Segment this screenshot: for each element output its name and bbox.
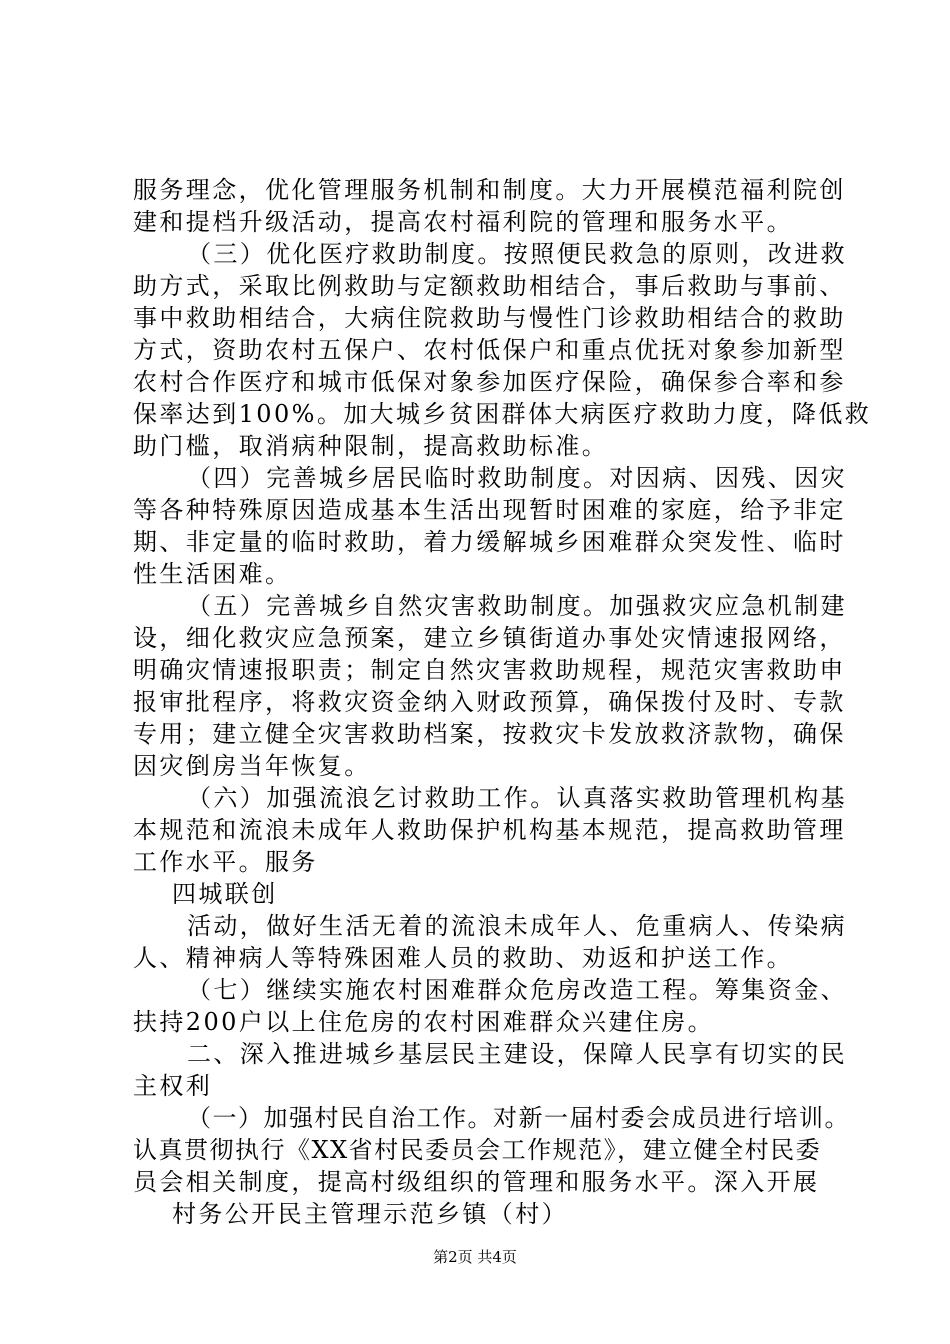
- paragraph-line: （三）优化医疗救助制度。按照便民救急的原则，改进救: [187, 240, 847, 268]
- paragraph-line: （四）完善城乡居民临时救助制度。对因病、因残、因灾: [187, 464, 847, 492]
- paragraph-line: 助门槛，取消病种限制，提高救助标准。: [133, 432, 609, 460]
- paragraph-line: 工作水平。服务: [133, 848, 318, 876]
- paragraph-line: 认真贯彻执行《XX省村民委员会工作规范》，建立健全村民委: [133, 1136, 822, 1164]
- paragraph-line: 人、精神病人等特殊困难人员的救助、劝返和护送工作。: [133, 944, 793, 972]
- paragraph-line: 等各种特殊原因造成基本生活出现暂时困难的家庭，给予非定: [133, 496, 846, 524]
- section-heading-line: 二、深入推进城乡基层民主建设，保障人民享有切实的民: [187, 1040, 847, 1068]
- page-number-footer: 第2页 共4页: [433, 1248, 517, 1266]
- paragraph-line: 村务公开民主管理示范乡镇（村）: [172, 1200, 568, 1228]
- paragraph-line: 建和提档升级活动，提高农村福利院的管理和服务水平。: [133, 208, 793, 236]
- paragraph-line: 助方式，采取比例救助与定额救助相结合，事后救助与事前、: [133, 272, 846, 300]
- paragraph-line: 四城联创: [172, 880, 278, 908]
- paragraph-line: 员会相关制度，提高村级组织的管理和服务水平。深入开展: [133, 1168, 820, 1196]
- paragraph-line: 方式，资助农村五保户、农村低保户和重点优抚对象参加新型: [133, 336, 846, 364]
- paragraph-line: 专用；建立健全灾害救助档案，按救灾卡发放救济款物，确保: [133, 720, 846, 748]
- section-heading-line: 主权利: [133, 1072, 213, 1100]
- paragraph-line: （一）加强村民自治工作。对新一届村委会成员进行培训。: [187, 1104, 850, 1132]
- paragraph-line: 期、非定量的临时救助，着力缓解城乡困难群众突发性、临时: [133, 528, 846, 556]
- paragraph-line: 明确灾情速报职责；制定自然灾害救助规程，规范灾害救助申: [133, 656, 846, 684]
- paragraph-line: （六）加强流浪乞讨救助工作。认真落实救助管理机构基: [187, 784, 847, 812]
- paragraph-line: 设，细化救灾应急预案，建立乡镇街道办事处灾情速报网络，: [133, 624, 846, 652]
- paragraph-line: 因灾倒房当年恢复。: [133, 752, 371, 780]
- paragraph-line: （五）完善城乡自然灾害救助制度。加强救灾应急机制建: [187, 592, 847, 620]
- paragraph-line: 性生活困难。: [133, 560, 292, 588]
- paragraph-line: 服务理念，优化管理服务机制和制度。大力开展模范福利院创: [133, 176, 846, 204]
- paragraph-line: 活动，做好生活无着的流浪未成年人、危重病人、传染病: [187, 912, 847, 940]
- paragraph-line: 事中救助相结合，大病住院救助与慢性门诊救助相结合的救助: [133, 304, 846, 332]
- paragraph-line: 保率达到100%。加大城乡贫困群体大病医疗救助力度，降低救: [133, 400, 872, 428]
- paragraph-line: 本规范和流浪未成年人救助保护机构基本规范，提高救助管理: [133, 816, 846, 844]
- paragraph-line: 报审批程序，将救灾资金纳入财政预算，确保拨付及时、专款: [133, 688, 846, 716]
- paragraph-line: （七）继续实施农村困难群众危房改造工程。筹集资金、: [187, 976, 847, 1004]
- paragraph-line: 农村合作医疗和城市低保对象参加医疗保险，确保参合率和参: [133, 368, 846, 396]
- paragraph-line: 扶持200户以上住危房的农村困难群众兴建住房。: [133, 1008, 715, 1036]
